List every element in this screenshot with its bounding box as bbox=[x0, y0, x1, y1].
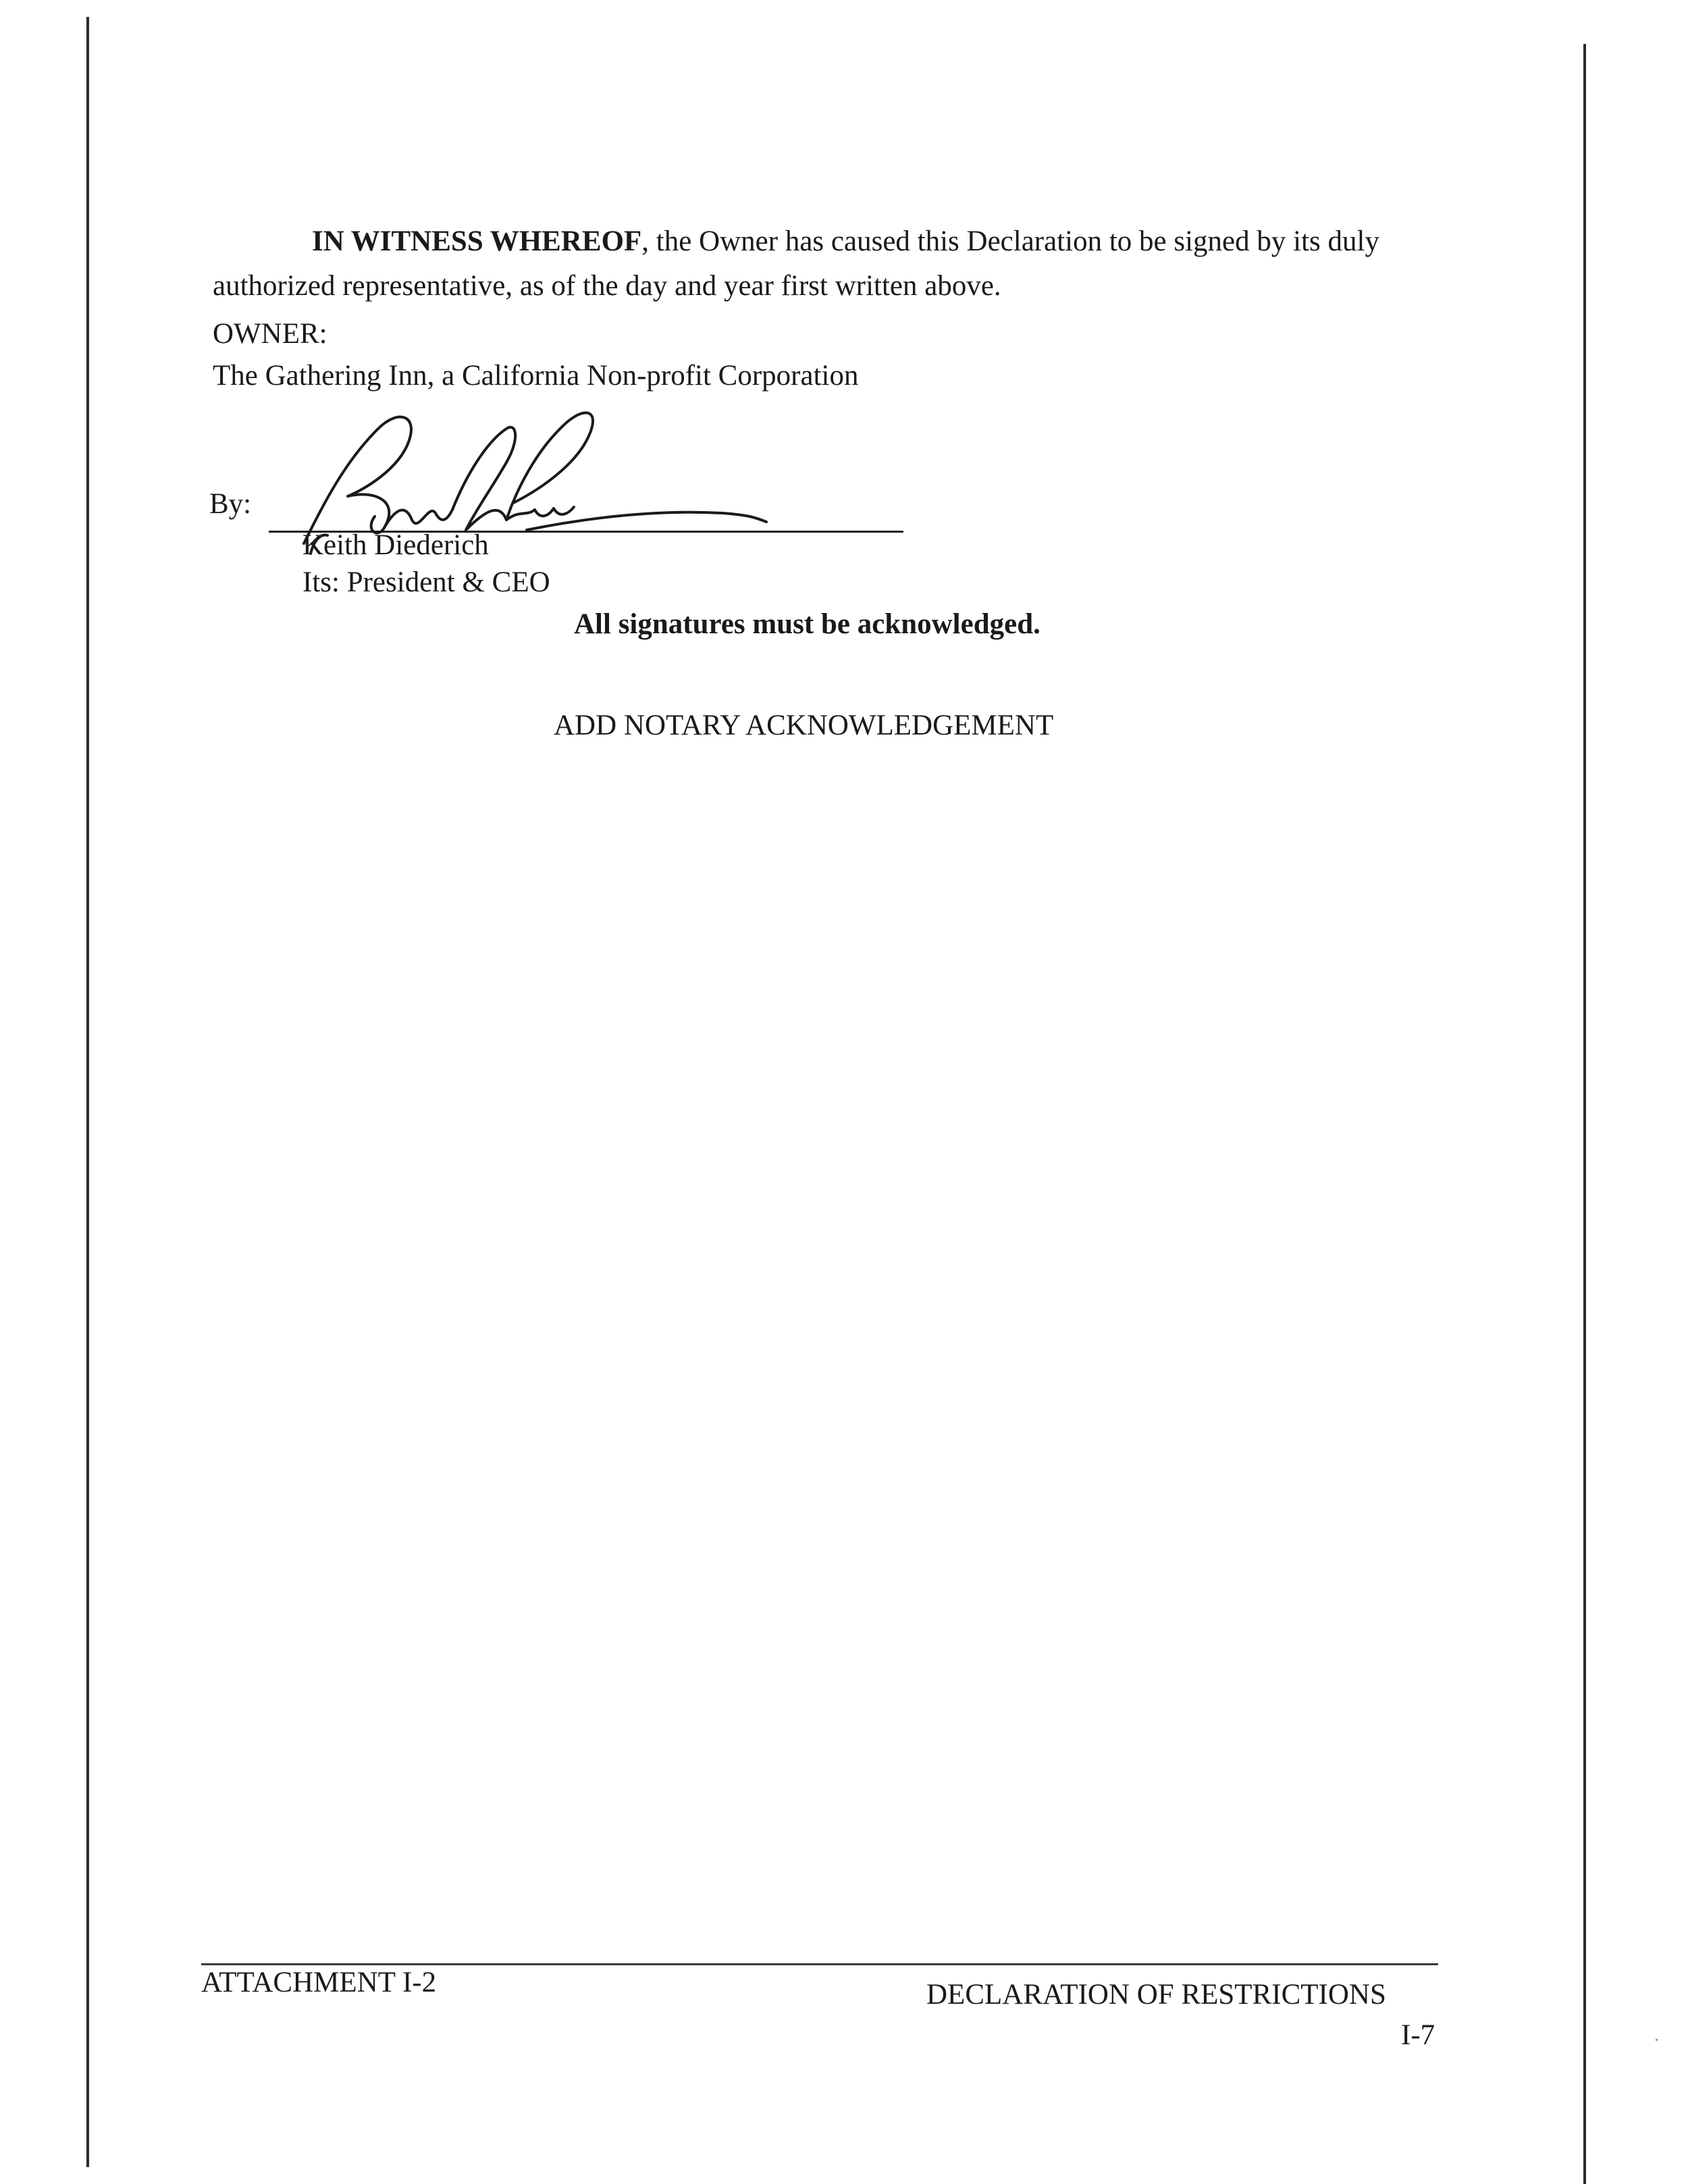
witness-clause bbox=[213, 219, 1428, 309]
owner-name: The Gathering Inn, a California Non-profit Corporation bbox=[213, 360, 859, 392]
page-number: I-7 bbox=[1401, 2019, 1435, 2051]
scan-edge-right bbox=[1583, 44, 1586, 2184]
owner-label: OWNER: bbox=[213, 318, 327, 350]
signer-name: Keith Diederich bbox=[302, 529, 489, 561]
by-label: By: bbox=[209, 488, 252, 520]
signer-title: Its: President & CEO bbox=[302, 566, 550, 598]
acknowledgment-note: All signatures must be acknowledged. bbox=[574, 608, 1040, 640]
witness-lead: IN WITNESS WHEREOF bbox=[312, 225, 642, 257]
footer-rule bbox=[201, 1963, 1438, 1965]
notary-instruction: ADD NOTARY ACKNOWLEDGEMENT bbox=[554, 710, 1054, 741]
footer-attachment: ATTACHMENT I-2 bbox=[201, 1967, 437, 1998]
footer-document-title: DECLARATION OF RESTRICTIONS bbox=[926, 1979, 1386, 2010]
witness-text: , the Owner has caused this Declaration to be signed by its duly authorized representative, as of the day and year first written above. bbox=[213, 225, 1379, 302]
scan-speck bbox=[1656, 2039, 1658, 2041]
scan-edge-left bbox=[86, 17, 89, 2167]
